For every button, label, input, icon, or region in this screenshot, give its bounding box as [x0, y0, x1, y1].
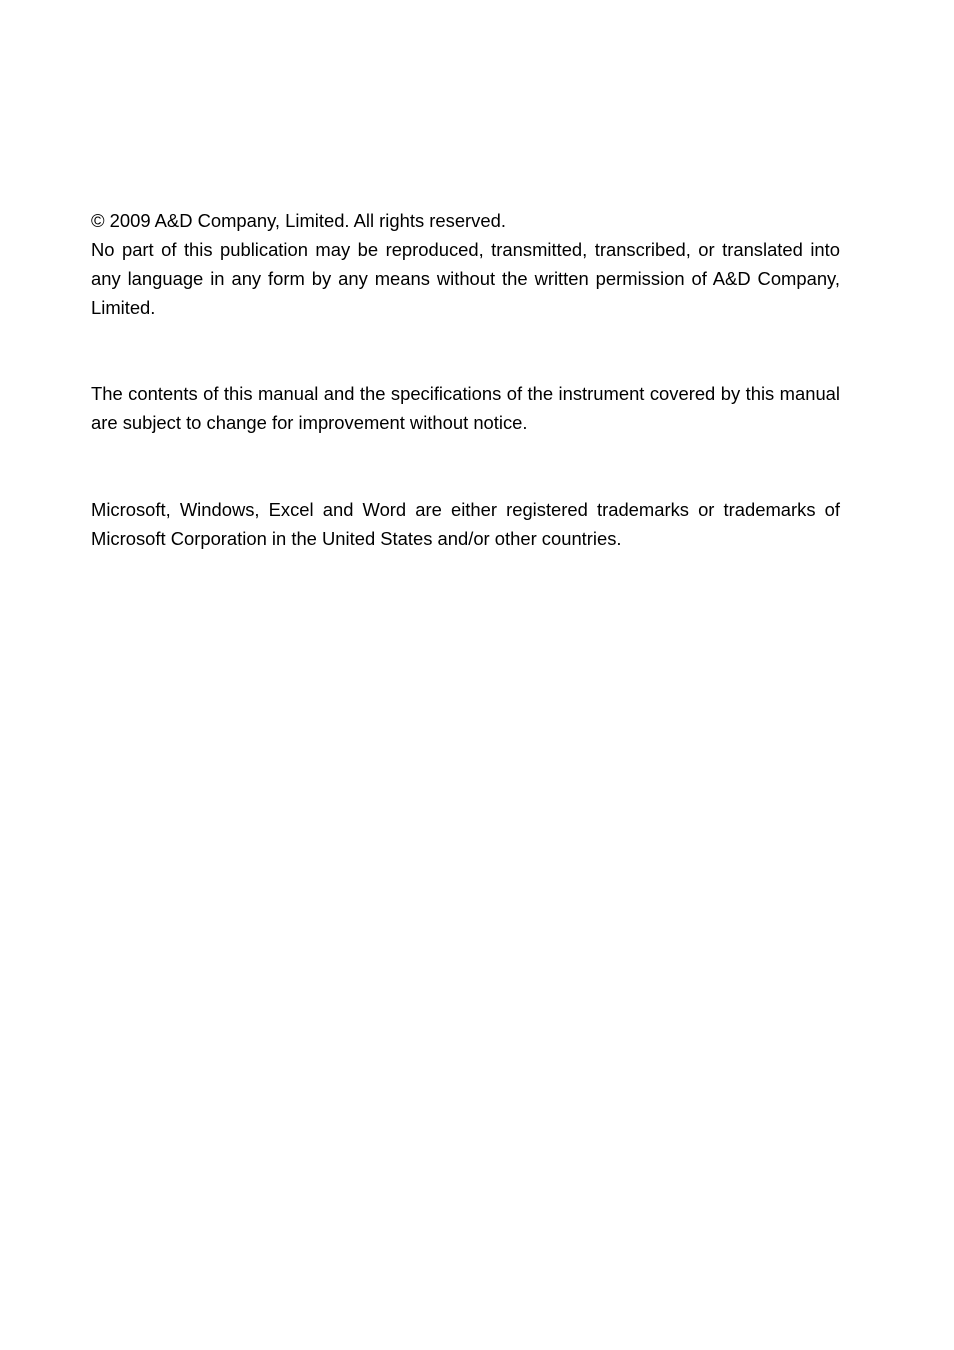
- trademark-notice: Microsoft, Windows, Excel and Word are either registered trademarks or trademarks of Microsoft Corporation in the United States and/or other countries.: [91, 499, 840, 549]
- spacer: [91, 437, 840, 495]
- change-notice: The contents of this manual and the specifications of the instrument covered by this manual are subject to change for improvement without notice.: [91, 383, 840, 433]
- spacer: [91, 322, 840, 379]
- copyright-statement: © 2009 A&D Company, Limited. All rights reserved.: [91, 210, 506, 231]
- reproduction-notice: No part of this publication may be reproduced, transmitted, transcribed, or translated into any language in any form by any means without the written permission of A&D Company, Limited.: [91, 239, 840, 318]
- legal-notices: [91, 206, 840, 553]
